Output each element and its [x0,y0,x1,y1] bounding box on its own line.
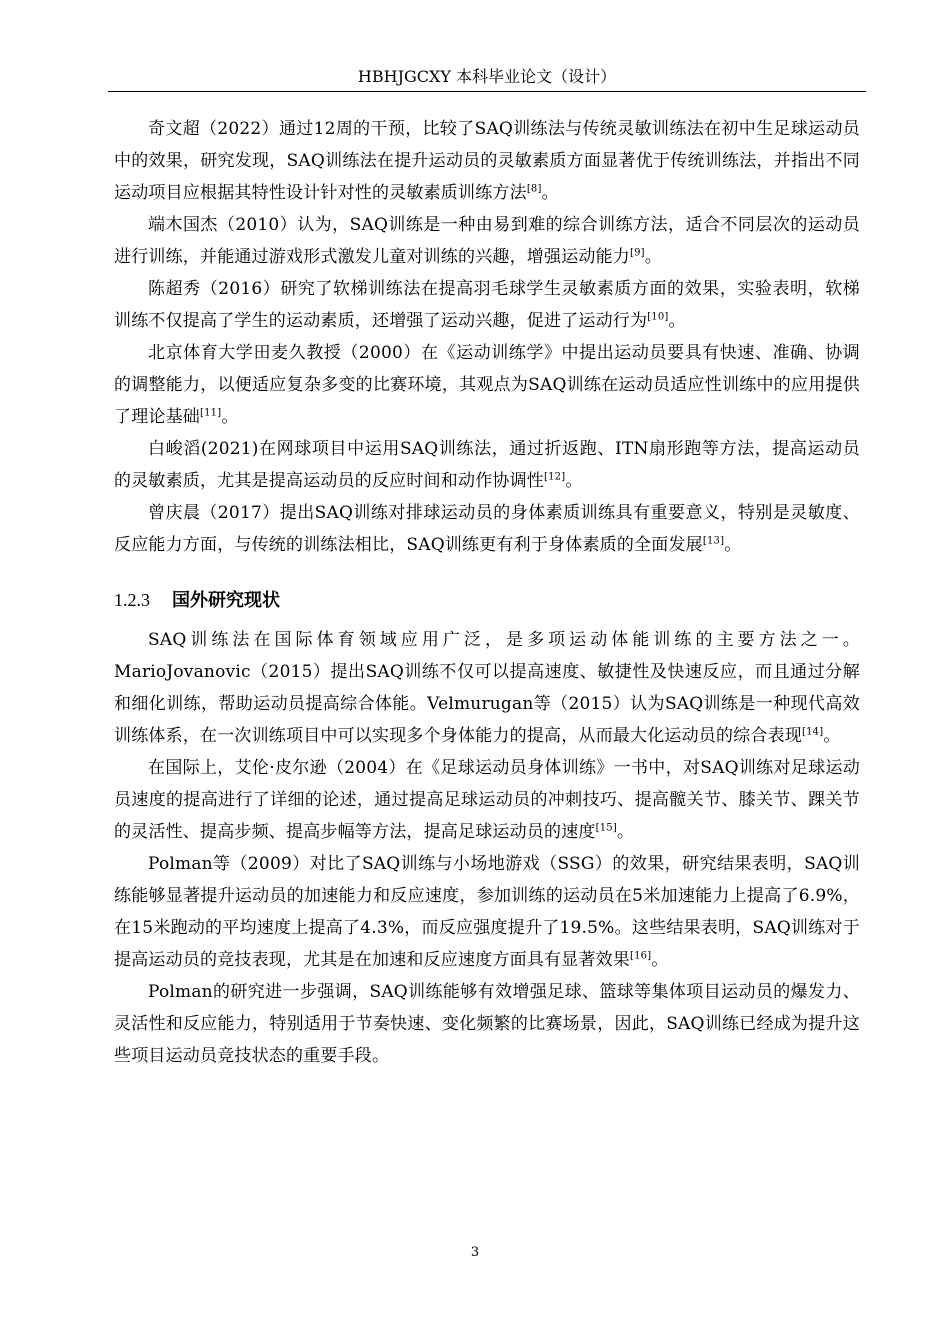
citation-ref: [16] [630,950,652,962]
paragraph-text: 陈超秀（2016）研究了软梯训练法在提高羽毛球学生灵敏素质方面的效果，实验表明，软梯训练不仅提高了学生的运动素质，还增强了运动兴趣，促进了运动行为 [114,279,860,331]
paragraph-end: 。 [541,183,559,203]
citation-ref: [15] [595,822,617,834]
paragraph-polman-2009 [114,848,860,976]
citation-ref: [12] [544,471,566,483]
paragraph-end: 。 [668,311,686,331]
paragraph-chen-chaoxiu [114,273,860,337]
citation-ref: [11] [200,407,222,419]
section-heading [114,583,860,618]
paragraph-text: 白峻滔(2021)在网球项目中运用SAQ训练法，通过折返跑、ITN扇形跑等方法，提高运动员的灵敏素质，尤其是提高运动员的反应时间和动作协调性 [114,439,860,491]
paragraph-text: 北京体育大学田麦久教授（2000）在《运动训练学》中提出运动员要具有快速、准确、协调的调整能力，以便适应复杂多变的比赛环境，其观点为SAQ训练在运动员适应性训练中的应用提供了理论基础 [114,343,860,427]
paragraph-polman-emphasis [114,976,860,1072]
paragraph-text: Polman的研究进一步强调，SAQ训练能够有效增强足球、篮球等集体项目运动员的爆发力、灵活性和反应能力，特别适用于节奏快速、变化频繁的比赛场景，因此，SAQ训练已经成为提升这些项目运动员竞技状态的重要手段。 [114,982,860,1066]
section-number: 1.2.3 [114,590,150,610]
paragraph-bai-juntao [114,433,860,497]
paragraph-end: 。 [565,471,583,491]
citation-ref: [9] [630,247,645,259]
paragraph-duanmu-guojie [114,209,860,273]
citation-ref: [10] [647,311,669,323]
paragraph-saq-international [114,624,860,752]
citation-ref: [13] [702,535,725,547]
citation-ref: [14] [802,726,824,738]
page-number: 3 [470,1245,480,1260]
paragraph-text: 端木国杰（2010）认为，SAQ训练是一种由易到难的综合训练方法，适合不同层次的运动员进行训练，并能通过游戏形式激发儿童对训练的兴趣，增强运动能力 [114,215,860,267]
paragraph-end: 。 [616,822,635,842]
paragraph-text: 在国际上，艾伦·皮尔逊（2004）在《足球运动员身体训练》一书中，对SAQ训练对足球运动员速度的提高进行了详细的论述，通过提高足球运动员的冲刺技巧、提高髋关节、膝关节、踝关节的灵活性、提高步频、提高步幅等方法，提高足球运动员的速度 [114,758,860,842]
paragraph-end: 。 [221,407,239,427]
paragraph-text: 奇文超（2022）通过12周的干预，比较了SAQ训练法与传统灵敏训练法在初中生足球运动员中的效果，研究发现，SAQ训练法在提升运动员的灵敏素质方面显著优于传统训练法，并指出不同运动项目应根据其特性设计针对性的灵敏素质训练方法 [114,119,860,203]
document-body [114,113,860,1072]
paragraph-end: 。 [651,950,669,970]
paragraph-end: 。 [644,247,662,267]
citation-ref: [8] [526,183,542,195]
paragraph-text: 曾庆晨（2017）提出SAQ训练对排球运动员的身体素质训练具有重要意义，特别是灵敏度、反应能力方面，与传统的训练法相比，SAQ训练更有利于身体素质的全面发展 [114,503,860,555]
paragraph-zeng-qingchen [114,497,860,561]
header-rule [108,91,866,92]
paragraph-text: SAQ训练法在国际体育领域应用广泛，是多项运动体能训练的主要方法之一。MarioJovanovic（2015）提出SAQ训练不仅可以提高速度、敏捷性及快速反应，而且通过分解和细化训练，帮助运动员提高综合体能。Velmurugan等（2015）认为SAQ训练是一种现代高效训练体系，在一次训练项目中可以实现多个身体能力的提高，从而最大化运动员的综合表现 [114,630,860,746]
paragraph-end: 。 [823,726,841,746]
page-header: HBHJGCXY 本科毕业论文（设计） [357,67,617,86]
paragraph-end: 。 [724,535,742,555]
paragraph-qi-wenchao [114,113,860,209]
paragraph-allen-pearson [114,752,860,848]
section-title: 国外研究现状 [172,590,280,611]
paragraph-text: Polman等（2009）对比了SAQ训练与小场地游戏（SSG）的效果，研究结果表明，SAQ训练能够显著提升运动员的加速能力和反应速度，参加训练的运动员在5米加速能力上提高了6.9%，在15米跑动的平均速度上提高了4.3%，而反应强度提升了19.5%。这些结果表明，SAQ训练对于提高运动员的竞技表现，尤其是在加速和反应速度方面具有显著效果 [114,854,860,970]
paragraph-tian-maijiu [114,337,860,433]
